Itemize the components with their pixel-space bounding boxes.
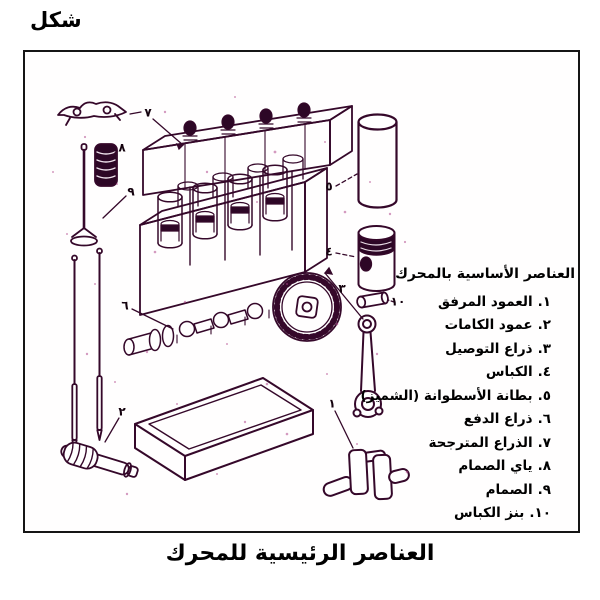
legend-item-6	[405, 408, 575, 432]
flywheel-gear	[273, 273, 341, 341]
legend-item-number: ٣.	[537, 340, 551, 357]
legend-item-label: الذراع المترجحة	[428, 434, 533, 451]
legend-item-1	[405, 290, 575, 314]
legend-item-9	[405, 478, 575, 502]
leader-lines	[103, 112, 394, 448]
legend-item-10	[405, 502, 575, 526]
engine-block	[124, 155, 341, 355]
crankshaft-in-block	[124, 304, 269, 356]
legend-item-label: بنز الكباس	[453, 505, 525, 522]
legend-item-4	[405, 361, 575, 385]
figure-label: شكل	[30, 8, 82, 32]
part-label-valve-spring: ٨	[118, 140, 126, 155]
legend-item-label: ياي الصمام	[458, 458, 533, 475]
legend-item-label: العمود المرفق	[437, 293, 533, 310]
legend-item-number: ١.	[537, 293, 551, 310]
cylinder-liner	[359, 115, 397, 208]
legend-item-label: عمود الكامات	[444, 317, 533, 334]
legend-item-label: ذراع الدفع	[463, 411, 533, 428]
legend-item-number: ٤.	[537, 364, 551, 381]
legend-item-number: ١٠.	[529, 505, 551, 522]
parts-legend	[360, 262, 575, 525]
legend-item-label: الكباس	[485, 364, 533, 381]
part-label-piston: ٤	[325, 244, 333, 259]
legend-item-8	[405, 455, 575, 479]
crankshaft-throw	[322, 450, 410, 500]
part-label-crankshaft: ١	[328, 396, 336, 411]
diagram-frame	[23, 50, 580, 533]
legend-item-number: ٧.	[537, 434, 551, 451]
valve-spring	[95, 144, 117, 186]
legend-item-number: ٩.	[537, 481, 551, 498]
legend-item-5	[360, 384, 575, 408]
part-label-push-rod: ٦	[121, 298, 129, 313]
legend-items	[360, 290, 575, 525]
push-rods	[72, 249, 102, 451]
legend-item-label: ذراع التوصيل	[445, 340, 533, 357]
legend-item-3	[405, 337, 575, 361]
part-label-piston-pin: ١٠	[390, 294, 406, 309]
legend-item-2	[405, 314, 575, 338]
legend-heading: العناصر الأساسية بالمحرك	[395, 266, 575, 282]
piston-pin	[356, 292, 388, 308]
legend-item-7	[405, 431, 575, 455]
valve	[71, 144, 97, 246]
part-label-connecting-rod: ٣	[338, 281, 346, 296]
legend-item-number: ٥.	[537, 387, 551, 404]
part-label-camshaft: ٢	[118, 404, 126, 419]
legend-item-number: ٦.	[537, 411, 551, 428]
legend-item-number: ٢.	[537, 317, 551, 334]
piston	[359, 226, 395, 291]
part-label-rocker-arm: ٧	[144, 105, 152, 120]
legend-item-label: الصمام	[485, 481, 533, 498]
part-label-cylinder-liner: ٥	[325, 179, 333, 194]
legend-item-label: بطانة الأسطوانة (الشميز)	[360, 387, 533, 404]
camshaft	[58, 439, 140, 483]
legend-item-number: ٨.	[537, 458, 551, 475]
oil-pan	[135, 378, 313, 480]
figure-caption: العناصر الرئيسية للمحرك	[165, 541, 435, 566]
part-label-valve: ٩	[127, 184, 135, 199]
rocker-arm-assembly	[58, 102, 126, 125]
